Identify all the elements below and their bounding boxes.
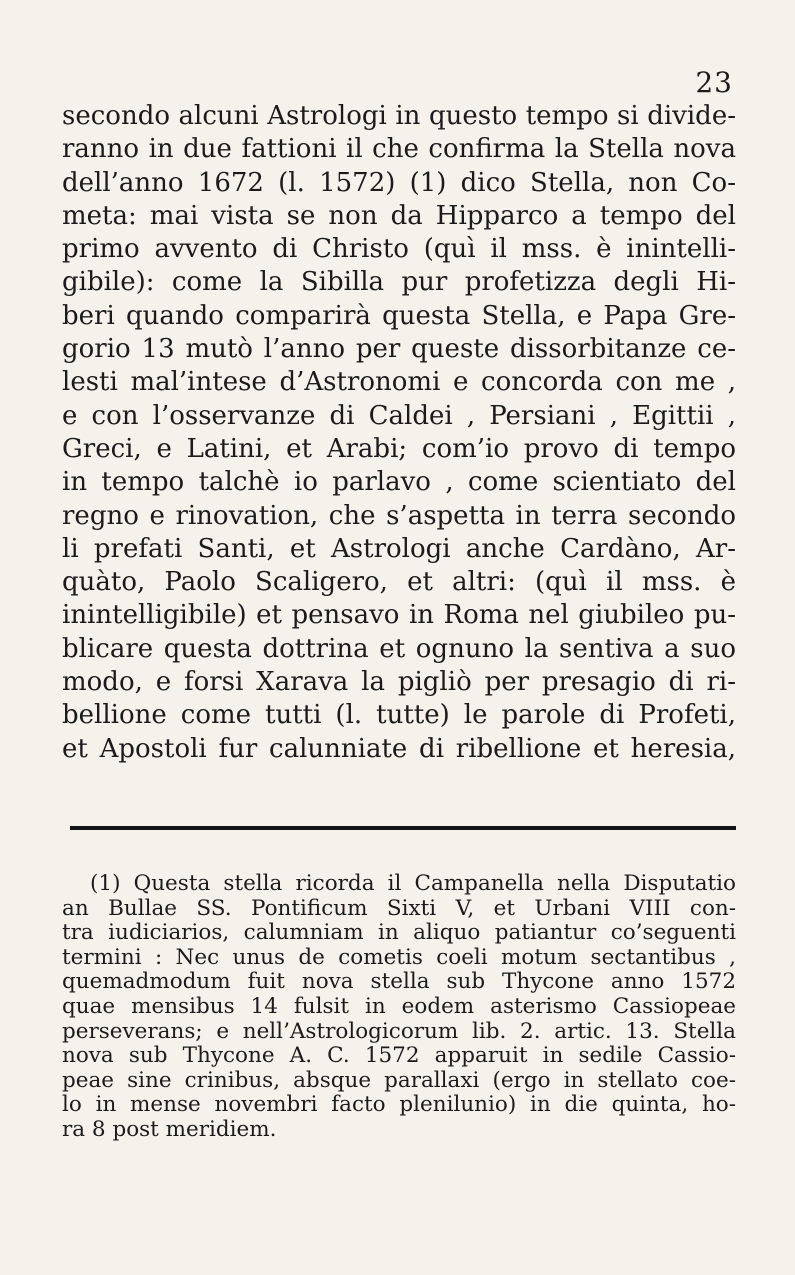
text-line: Greci, e Latini, et Arabi; com’io provo di tempo [62,433,736,464]
footnote-line: ra 8 post meridiem. [62,1117,277,1142]
footnote-line: quae mensibus 14 fulsit in eodem asterismo Cassiopeae [62,994,736,1019]
footnote-line: lo in mense novembri facto plenilunio) in die quinta, ho- [62,1093,736,1118]
footnote-line: quemadmodum fuit nova stella sub Thycone anno 1572 [62,970,736,995]
text-line: inintelligibile) et pensavo in Roma nel giubileo pu- [62,600,736,631]
text-line: modo, e forsi Xarava la pigliò per presagio di ri- [62,667,736,698]
text-line: lesti mal’intese d’Astronomi e concorda con me , [62,367,736,398]
footnote-line: (1) Questa stella ricorda il Campanella nella Disputatio [90,872,736,896]
text-line: bellione come tutti (l. tutte) le parole di Profeti, [62,700,736,731]
footnote-line: termini : Nec unus de cometis coeli motum sectantibus , [62,945,736,970]
footnote-line: tra iudiciarios, calumniam in aliquo patiantur co’seguenti [62,921,736,946]
text-line: blicare questa dottrina et ognuno la sentiva a suo [62,633,736,664]
text-line: beri quando comparirà questa Stella, e Papa Gre- [62,300,736,331]
text-line: gibile): come la Sibilla pur profetizza degli Hi- [62,267,736,298]
text-line: dell’anno 1672 (l. 1572) (1) dico Stella, non Co- [62,167,736,198]
text-line: e con l’osservanze di Caldei , Persiani , Egittii , [62,400,736,431]
footnote-line: perseverans; e nell’Astrologicorum lib. 2. artic. 13. Stella [62,1019,736,1044]
text-line: regno e rinovation, che s’aspetta in terra secondo [62,500,736,531]
text-line: li prefati Santi, et Astrologi anche Cardàno, Ar- [62,533,736,564]
text-line: et Apostoli fur calunniate di ribellione et heresia, [62,733,736,764]
text-line: primo avvento di Christo (quì il mss. è inintelli- [62,234,736,265]
text-line: gorio 13 mutò l’anno per queste dissorbitanze ce- [62,334,736,365]
text-line: quàto, Paolo Scaligero, et altri: (quì il mss. è [62,567,736,598]
footnote-line: nova sub Thycone A. C. 1572 apparuit in sedile Cassio- [62,1044,736,1069]
footnote-separator-rule [70,826,736,830]
footnote-block [62,872,736,1143]
page-number: 23 [695,66,733,99]
main-text-block [62,100,736,766]
footnote-line: an Bullae SS. Pontificum Sixti V, et Urbani VIII con- [62,896,736,921]
text-line: secondo alcuni Astrologi in questo tempo si divide- [62,101,736,131]
footnote-line: peae sine crinibus, absque parallaxi (ergo in stellato coe- [62,1068,736,1093]
text-line: meta: mai vista se non da Hipparco a tempo del [62,200,736,231]
text-line: in tempo talchè io parlavo , come scientiato del [62,467,736,498]
text-line: ranno in due fattioni il che confirma la Stella nova [62,134,736,165]
